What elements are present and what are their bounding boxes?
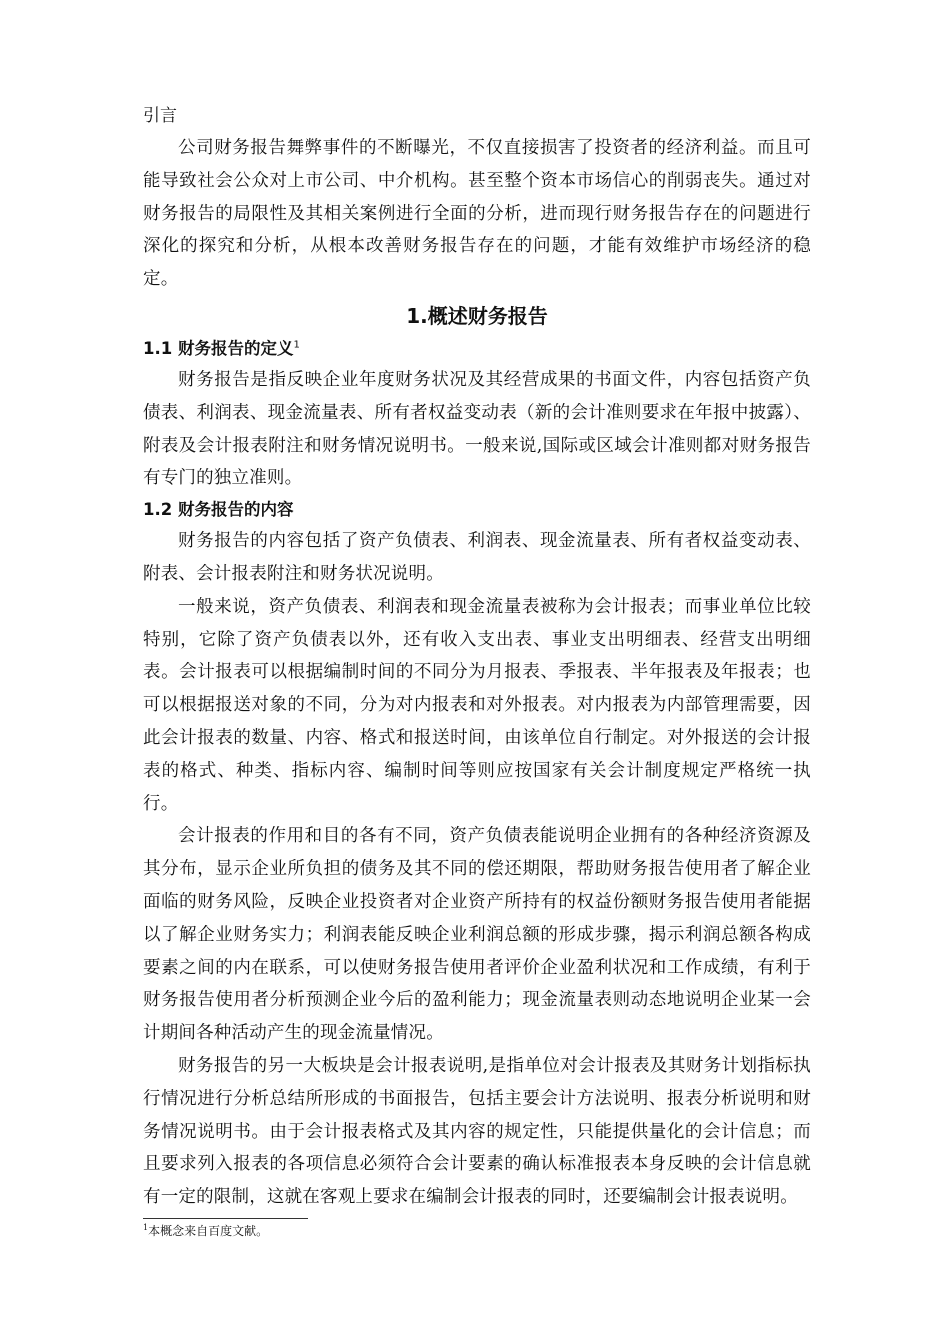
- footnote-marker: 1: [143, 1223, 149, 1232]
- document-page: [143, 100, 811, 1214]
- intro-paragraph: 公司财务报告舞弊事件的不断曝光，不仅直接损害了投资者的经济利益。而且可能导致社会公众对上市公司、中介机构。甚至整个资本市场信心的削弱丧失。通过对财务报告的局限性及其相关案例进行全面的分析，进而现行财务报告存在的问题进行深化的探究和分析，从根本改善财务报告存在的问题，才能有效维护市场经济的稳定。: [143, 138, 811, 290]
- section-1-1-title: 1.1 财务报告的定义: [143, 338, 294, 358]
- footnote-text: 本概念来自百度文献。: [148, 1224, 269, 1238]
- footnote-reference[interactable]: 1: [293, 339, 300, 351]
- section-1-2-paragraph-2: 一般来说，资产负债表、利润表和现金流量表被称为会计报表；而事业单位比较特别，它除了资产负债表以外，还有收入支出表、事业支出明细表、经营支出明细表。会计报表可以根据编制时间的不同分为月报表、季报表、半年报表及年报表；也可以根据报送对象的不同，分为对内报表和对外报表。对内报表为内部管理需要，因此会计报表的数量、内容、格式和报送时间，由该单位自行制定。对外报送的会计报表的格式、种类、指标内容、编制时间等则应按国家有关会计制度规定严格统一执行。: [143, 596, 811, 814]
- intro-label: 引言: [143, 106, 177, 126]
- section-1-1-heading: [143, 334, 811, 364]
- footnote: [143, 1223, 268, 1239]
- section-1-2-paragraph-1: 财务报告的内容包括了资产负债表、利润表、现金流量表、所有者权益变动表、附表、会计报表附注和财务状况说明。: [143, 531, 811, 584]
- footnote-divider: [143, 1218, 308, 1219]
- section-1-1-paragraph: 财务报告是指反映企业年度财务状况及其经营成果的书面文件，内容包括资产负债表、利润表、现金流量表、所有者权益变动表（新的会计准则要求在年报中披露）、附表及会计报表附注和财务情况说明书。一般来说,国际或区域会计准则都对财务报告有专门的独立准则。: [143, 369, 811, 489]
- section-1-2-paragraph-4: 财务报告的另一大板块是会计报表说明,是指单位对会计报表及其财务计划指标执行情况进行分析总结所形成的书面报告，包括主要会计方法说明、报表分析说明和财务情况说明书。由于会计报表格式及其内容的规定性，只能提供量化的会计信息；而且要求列入报表的各项信息必须符合会计要素的确认标准报表本身反映的会计信息就有一定的限制，这就在客观上要求在编制会计报表的同时，还要编制会计报表说明。: [143, 1055, 811, 1208]
- chapter-title: 1.概述财务报告: [406, 303, 548, 328]
- section-1-2-paragraph-3: 会计报表的作用和目的各有不同，资产负债表能说明企业拥有的各种经济资源及其分布，显示企业所负担的债务及其不同的偿还期限，帮助财务报告使用者了解企业面临的财务风险，反映企业投资者对企业资产所持有的权益份额财务报告使用者能据以了解企业财务实力；利润表能反映企业利润总额的形成步骤，揭示利润总额各构成要素之间的内在联系，可以使财务报告使用者评价企业盈利状况和工作成绩，有利于财务报告使用者分析预测企业今后的盈利能力；现金流量表则动态地说明企业某一会计期间各种活动产生的现金流量情况。: [143, 826, 811, 1044]
- section-1-2-title: 1.2 财务报告的内容: [143, 500, 294, 520]
